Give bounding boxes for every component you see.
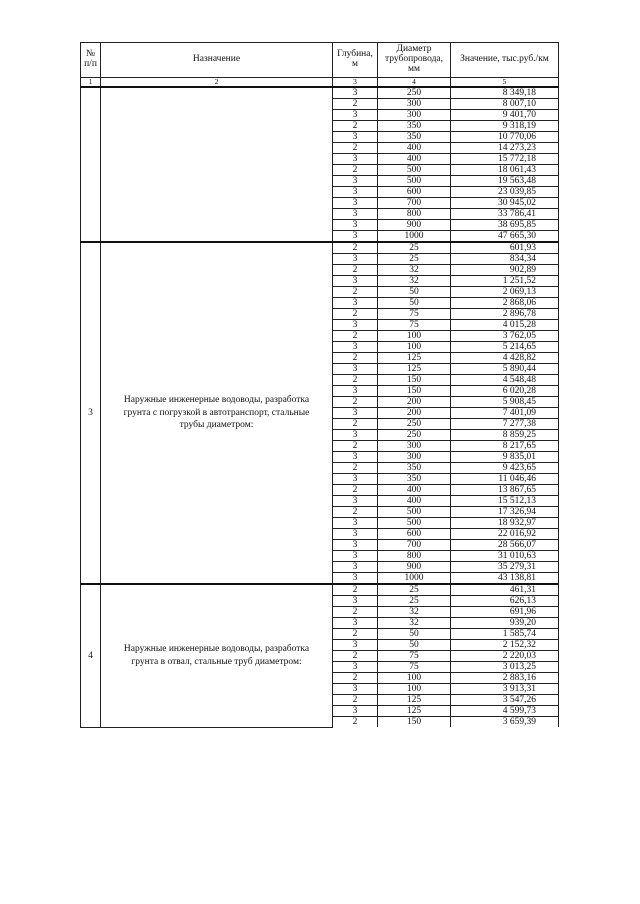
depth-cell: 3: [333, 364, 378, 375]
depth-cell: 3: [333, 386, 378, 397]
value-cell: 19 563,48: [451, 176, 559, 187]
diameter-cell: 900: [378, 562, 451, 573]
depth-cell: 3: [333, 87, 378, 99]
column-index: 5: [451, 78, 559, 88]
diameter-cell: 350: [378, 474, 451, 485]
value-cell: 33 786,41: [451, 209, 559, 220]
depth-cell: 2: [333, 463, 378, 474]
depth-cell: 3: [333, 518, 378, 529]
depth-cell: 3: [333, 430, 378, 441]
table-row: [81, 242, 559, 254]
diameter-cell: 250: [378, 430, 451, 441]
value-cell: 38 695,85: [451, 220, 559, 231]
column-index: 1: [81, 78, 101, 88]
depth-cell: 2: [333, 485, 378, 496]
depth-cell: 3: [333, 198, 378, 209]
value-cell: 28 566,07: [451, 540, 559, 551]
depth-cell: 3: [333, 231, 378, 243]
value-cell: 3 913,31: [451, 684, 559, 695]
diameter-cell: 50: [378, 298, 451, 309]
value-cell: 461,31: [451, 584, 559, 596]
diameter-cell: 250: [378, 419, 451, 430]
depth-cell: 2: [333, 607, 378, 618]
depth-cell: 2: [333, 242, 378, 254]
depth-cell: 2: [333, 651, 378, 662]
table-row: [81, 584, 559, 596]
diameter-cell: 350: [378, 463, 451, 474]
value-cell: 902,89: [451, 265, 559, 276]
value-cell: 3 762,05: [451, 331, 559, 342]
depth-cell: 2: [333, 143, 378, 154]
diameter-cell: 700: [378, 198, 451, 209]
depth-cell: 3: [333, 187, 378, 198]
diameter-cell: 100: [378, 331, 451, 342]
diameter-cell: 100: [378, 342, 451, 353]
depth-cell: 2: [333, 287, 378, 298]
value-cell: 6 020,28: [451, 386, 559, 397]
value-cell: 2 868,06: [451, 298, 559, 309]
diameter-cell: 150: [378, 717, 451, 728]
value-cell: 22 016,92: [451, 529, 559, 540]
value-cell: 5 908,45: [451, 397, 559, 408]
value-cell: 2 220,03: [451, 651, 559, 662]
diameter-cell: 500: [378, 165, 451, 176]
diameter-cell: 25: [378, 242, 451, 254]
diameter-cell: 500: [378, 518, 451, 529]
value-cell: 8 349,18: [451, 87, 559, 99]
diameter-cell: 400: [378, 143, 451, 154]
diameter-cell: 200: [378, 408, 451, 419]
section-number: [81, 87, 101, 242]
table-row: [81, 87, 559, 99]
depth-cell: 2: [333, 673, 378, 684]
value-cell: 17 326,94: [451, 507, 559, 518]
column-index: 3: [333, 78, 378, 88]
depth-cell: 3: [333, 551, 378, 562]
value-cell: 15 512,13: [451, 496, 559, 507]
value-cell: 11 046,46: [451, 474, 559, 485]
diameter-cell: 400: [378, 154, 451, 165]
depth-cell: 3: [333, 496, 378, 507]
depth-cell: 2: [333, 629, 378, 640]
value-cell: 8 859,25: [451, 430, 559, 441]
diameter-cell: 32: [378, 276, 451, 287]
diameter-cell: 25: [378, 254, 451, 265]
depth-cell: 3: [333, 298, 378, 309]
depth-cell: 3: [333, 474, 378, 485]
section-purpose: [101, 87, 333, 242]
depth-cell: 2: [333, 165, 378, 176]
depth-cell: 3: [333, 320, 378, 331]
depth-cell: 3: [333, 276, 378, 287]
section-number: 3: [81, 242, 101, 584]
value-cell: 1 585,74: [451, 629, 559, 640]
value-cell: 2 069,13: [451, 287, 559, 298]
value-cell: 15 772,18: [451, 154, 559, 165]
value-cell: 8 007,10: [451, 99, 559, 110]
depth-cell: 2: [333, 99, 378, 110]
value-cell: 8 217,65: [451, 441, 559, 452]
diameter-cell: 50: [378, 287, 451, 298]
diameter-cell: 350: [378, 121, 451, 132]
depth-cell: 2: [333, 265, 378, 276]
diameter-cell: 25: [378, 584, 451, 596]
table-body: [81, 87, 559, 727]
depth-cell: 3: [333, 529, 378, 540]
diameter-cell: 125: [378, 353, 451, 364]
depth-cell: 3: [333, 706, 378, 717]
diameter-cell: 32: [378, 265, 451, 276]
header-num: № п/п: [81, 43, 101, 78]
diameter-cell: 32: [378, 618, 451, 629]
value-cell: 10 770,06: [451, 132, 559, 143]
section-purpose: Наружные инженерные водоводы, разработка грунта в отвал, стальные труб диаметром:: [101, 584, 333, 727]
section-purpose: Наружные инженерные водоводы, разработка грунта с погрузкой в автотранспорт, стальные трубы диаметром:: [101, 242, 333, 584]
diameter-cell: 125: [378, 706, 451, 717]
diameter-cell: 900: [378, 220, 451, 231]
diameter-cell: 100: [378, 684, 451, 695]
diameter-cell: 75: [378, 662, 451, 673]
diameter-cell: 800: [378, 551, 451, 562]
value-cell: 31 010,63: [451, 551, 559, 562]
depth-cell: 2: [333, 375, 378, 386]
depth-cell: 3: [333, 573, 378, 585]
value-cell: 2 152,32: [451, 640, 559, 651]
value-cell: 939,20: [451, 618, 559, 629]
value-cell: 834,34: [451, 254, 559, 265]
depth-cell: 2: [333, 397, 378, 408]
depth-cell: 2: [333, 695, 378, 706]
value-cell: 3 013,25: [451, 662, 559, 673]
depth-cell: 2: [333, 441, 378, 452]
depth-cell: 2: [333, 309, 378, 320]
column-index-row: [81, 78, 559, 88]
diameter-cell: 150: [378, 375, 451, 386]
value-cell: 2 896,78: [451, 309, 559, 320]
value-cell: 7 277,38: [451, 419, 559, 430]
depth-cell: 3: [333, 562, 378, 573]
value-cell: 9 401,70: [451, 110, 559, 121]
depth-cell: 3: [333, 209, 378, 220]
diameter-cell: 125: [378, 364, 451, 375]
value-cell: 9 318,19: [451, 121, 559, 132]
depth-cell: 2: [333, 353, 378, 364]
section-number: 4: [81, 584, 101, 727]
value-cell: 43 138,81: [451, 573, 559, 585]
value-cell: 9 835,01: [451, 452, 559, 463]
value-cell: 35 279,31: [451, 562, 559, 573]
value-cell: 4 428,82: [451, 353, 559, 364]
depth-cell: 3: [333, 540, 378, 551]
depth-cell: 3: [333, 640, 378, 651]
diameter-cell: 800: [378, 209, 451, 220]
depth-cell: 3: [333, 254, 378, 265]
diameter-cell: 1000: [378, 231, 451, 243]
diameter-cell: 50: [378, 640, 451, 651]
diameter-cell: 600: [378, 187, 451, 198]
value-cell: 7 401,09: [451, 408, 559, 419]
depth-cell: 2: [333, 419, 378, 430]
value-cell: 13 867,65: [451, 485, 559, 496]
depth-cell: 3: [333, 342, 378, 353]
value-cell: 2 883,16: [451, 673, 559, 684]
diameter-cell: 100: [378, 673, 451, 684]
value-cell: 601,93: [451, 242, 559, 254]
column-index: 2: [101, 78, 333, 88]
diameter-cell: 300: [378, 441, 451, 452]
depth-cell: 2: [333, 584, 378, 596]
value-cell: 47 665,30: [451, 231, 559, 243]
diameter-cell: 300: [378, 110, 451, 121]
depth-cell: 2: [333, 717, 378, 728]
depth-cell: 3: [333, 154, 378, 165]
value-cell: 4 599,73: [451, 706, 559, 717]
value-cell: 691,96: [451, 607, 559, 618]
depth-cell: 3: [333, 662, 378, 673]
value-cell: 5 890,44: [451, 364, 559, 375]
depth-cell: 3: [333, 220, 378, 231]
diameter-cell: 25: [378, 596, 451, 607]
diameter-cell: 300: [378, 99, 451, 110]
diameter-cell: 200: [378, 397, 451, 408]
diameter-cell: 75: [378, 651, 451, 662]
diameter-cell: 50: [378, 629, 451, 640]
diameter-cell: 150: [378, 386, 451, 397]
depth-cell: 3: [333, 596, 378, 607]
diameter-cell: 125: [378, 695, 451, 706]
diameter-cell: 1000: [378, 573, 451, 585]
depth-cell: 3: [333, 132, 378, 143]
depth-cell: 3: [333, 452, 378, 463]
diameter-cell: 500: [378, 507, 451, 518]
value-cell: 4 015,28: [451, 320, 559, 331]
depth-cell: 2: [333, 121, 378, 132]
diameter-cell: 250: [378, 87, 451, 99]
value-cell: 9 423,65: [451, 463, 559, 474]
value-cell: 23 039,85: [451, 187, 559, 198]
value-cell: 3 547,26: [451, 695, 559, 706]
header-value: Значение, тыс.руб./км: [451, 43, 559, 78]
depth-cell: 3: [333, 176, 378, 187]
diameter-cell: 600: [378, 529, 451, 540]
value-cell: 18 932,97: [451, 518, 559, 529]
value-cell: 14 273,23: [451, 143, 559, 154]
diameter-cell: 32: [378, 607, 451, 618]
depth-cell: 2: [333, 331, 378, 342]
value-cell: 1 251,52: [451, 276, 559, 287]
header-depth: Глубина, м: [333, 43, 378, 78]
value-cell: 4 548,48: [451, 375, 559, 386]
diameter-cell: 400: [378, 496, 451, 507]
diameter-cell: 400: [378, 485, 451, 496]
depth-cell: 3: [333, 408, 378, 419]
diameter-cell: 75: [378, 309, 451, 320]
diameter-cell: 500: [378, 176, 451, 187]
pipeline-cost-table: [80, 42, 559, 728]
header-purpose: Назначение: [101, 43, 333, 78]
table-header-row: [81, 43, 559, 78]
depth-cell: 3: [333, 110, 378, 121]
header-diameter: Диаметр трубопровода, мм: [378, 43, 451, 78]
depth-cell: 3: [333, 618, 378, 629]
depth-cell: 3: [333, 684, 378, 695]
value-cell: 3 659,39: [451, 717, 559, 728]
value-cell: 5 214,65: [451, 342, 559, 353]
column-index: 4: [378, 78, 451, 88]
value-cell: 18 061,43: [451, 165, 559, 176]
diameter-cell: 350: [378, 132, 451, 143]
depth-cell: 2: [333, 507, 378, 518]
value-cell: 626,13: [451, 596, 559, 607]
value-cell: 30 945,02: [451, 198, 559, 209]
diameter-cell: 75: [378, 320, 451, 331]
diameter-cell: 700: [378, 540, 451, 551]
diameter-cell: 300: [378, 452, 451, 463]
